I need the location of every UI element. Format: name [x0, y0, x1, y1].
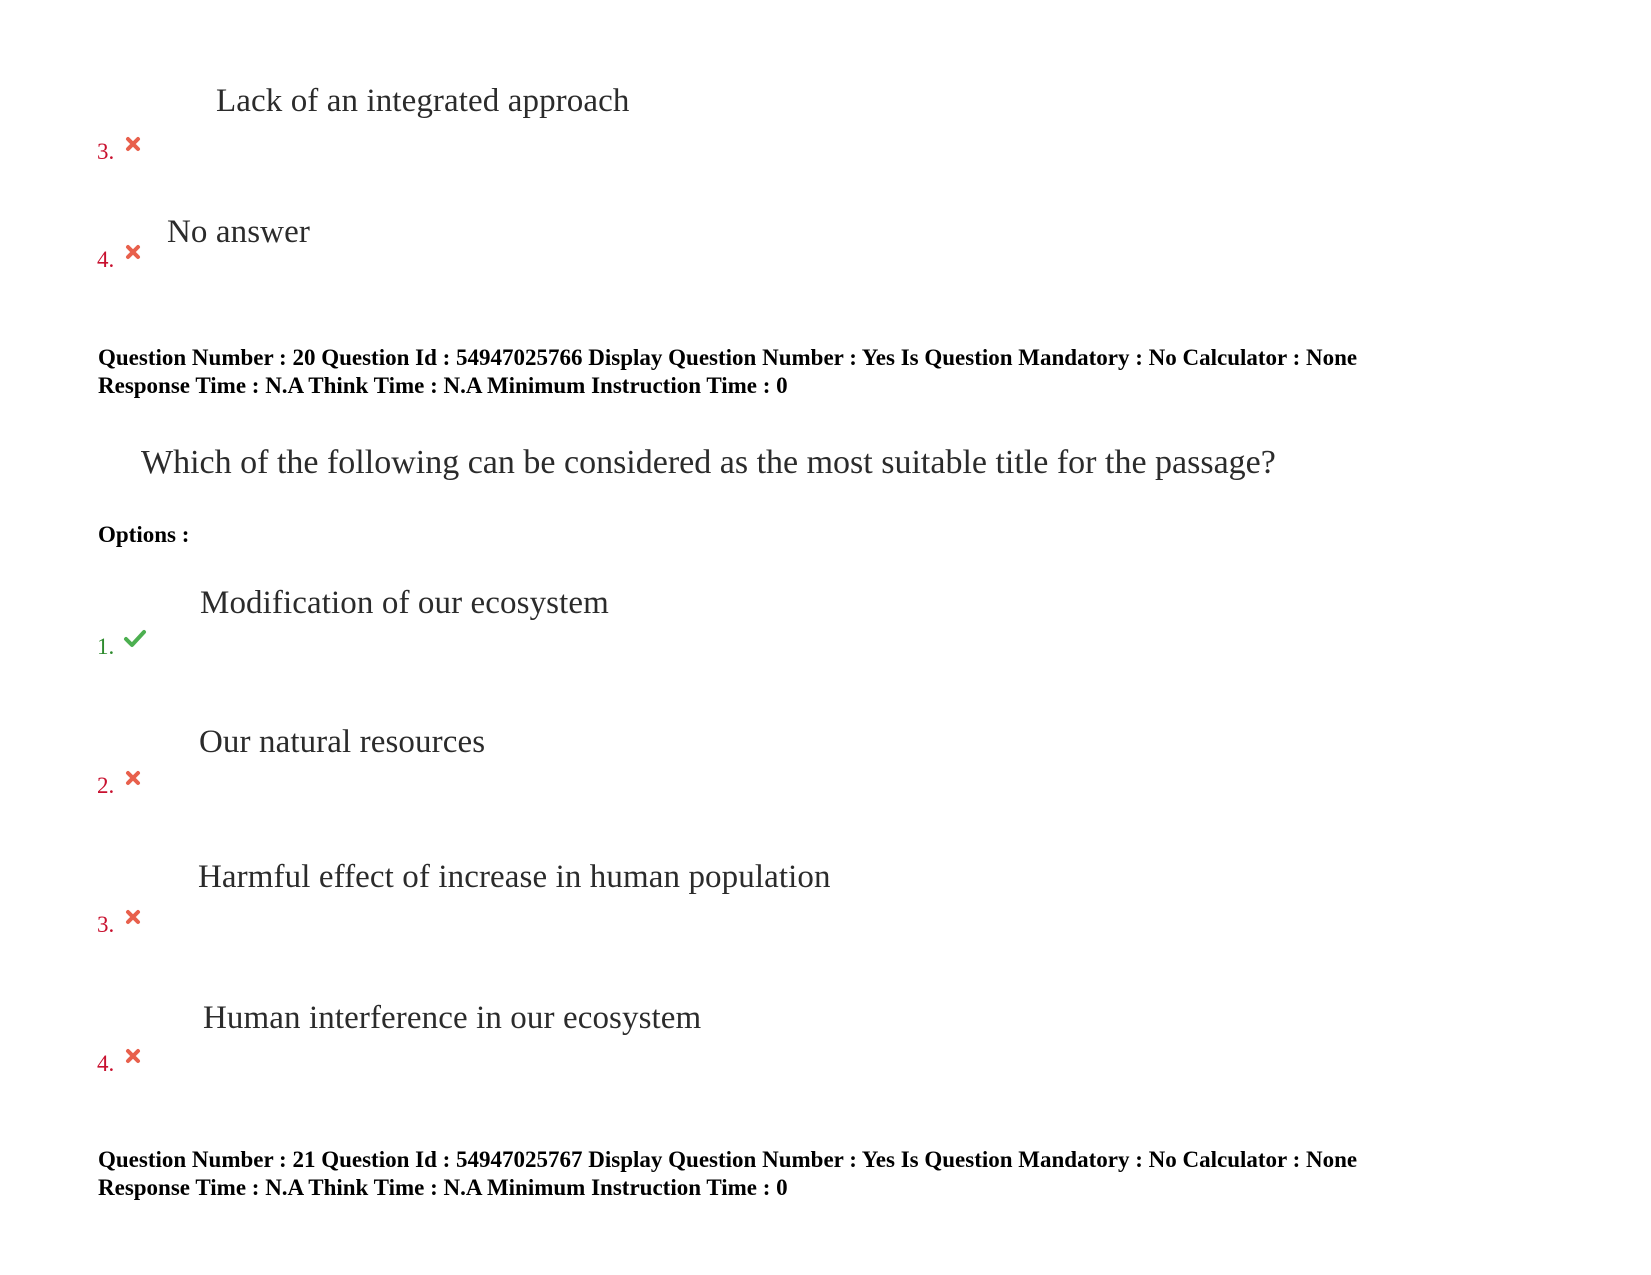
option-number: 2.: [97, 773, 115, 798]
cross-icon: [124, 135, 142, 153]
cross-icon: [124, 243, 142, 261]
prev-option-3-number: [97, 139, 142, 165]
cross-icon: [124, 908, 142, 926]
question-20-text: Which of the following can be considered as the most suitable title for the passage?: [141, 444, 1276, 481]
option-number: 3.: [97, 139, 115, 164]
option-2-text: Our natural resources: [199, 724, 486, 760]
question-meta-line-1: Question Number : 20 Question Id : 54947025766 Display Question Number : Yes Is Question Mandatory : No Calculator : None: [98, 345, 1358, 370]
cross-icon: [124, 1047, 142, 1065]
prev-option-3-text: Lack of an integrated approach: [216, 83, 630, 119]
option-2-number: [97, 773, 142, 799]
option-4-number: [97, 1051, 142, 1077]
check-icon: [123, 628, 147, 648]
option-1-number: [97, 634, 147, 660]
option-1-text: Modification of our ecosystem: [200, 585, 609, 621]
option-number: 4.: [97, 1051, 115, 1076]
question-meta-line-1: Question Number : 21 Question Id : 54947025767 Display Question Number : Yes Is Question Mandatory : No Calculator : None: [98, 1147, 1358, 1172]
option-number: 1.: [97, 634, 115, 659]
prev-option-4-number: [97, 247, 142, 273]
option-4-text: Human interference in our ecosystem: [203, 1000, 702, 1036]
option-3-number: [97, 912, 142, 938]
option-number: 3.: [97, 912, 115, 937]
cross-icon: [124, 769, 142, 787]
option-3-text: Harmful effect of increase in human population: [198, 859, 831, 895]
option-number: 4.: [97, 247, 115, 272]
prev-option-4-text: No answer: [167, 214, 310, 250]
question-20-meta: [98, 344, 1357, 400]
options-label: Options :: [98, 522, 190, 547]
question-meta-line-2: Response Time : N.A Think Time : N.A Minimum Instruction Time : 0: [98, 1175, 788, 1200]
question-meta-line-2: Response Time : N.A Think Time : N.A Minimum Instruction Time : 0: [98, 373, 788, 398]
question-21-meta: [98, 1146, 1357, 1202]
